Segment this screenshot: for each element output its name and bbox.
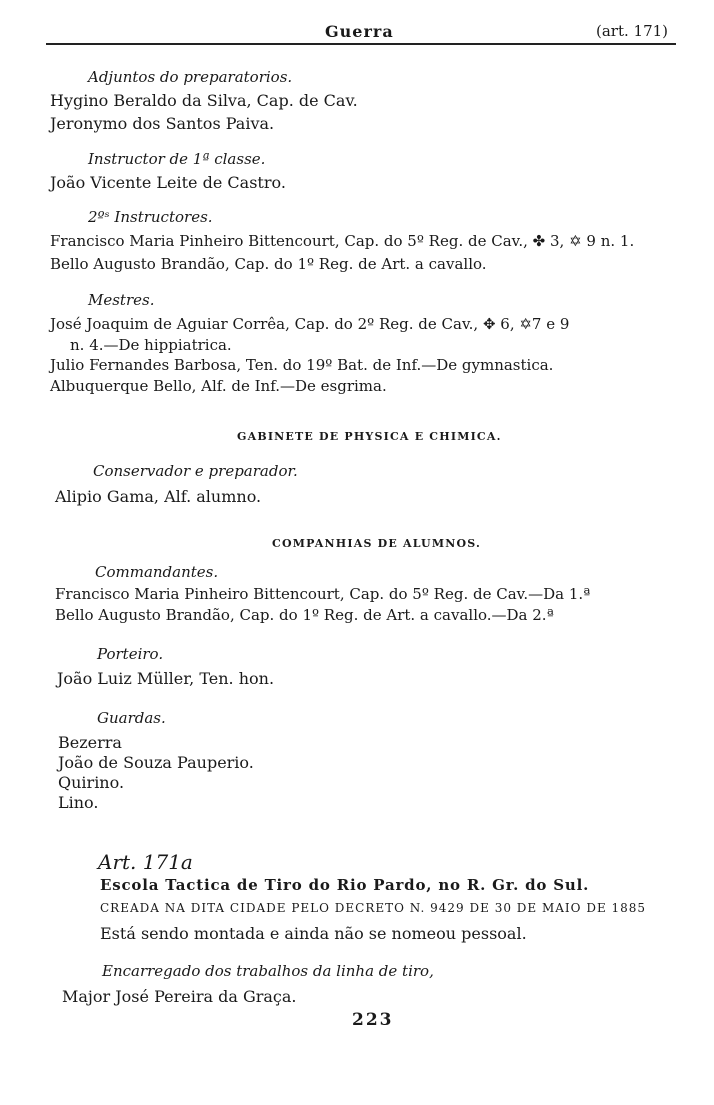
entry-line: Julio Fernandes Barbosa, Ten. do 19º Bat. de Inf.—De gymnastica.	[50, 356, 554, 374]
entry-line: Francisco Maria Pinheiro Bittencourt, Cap. do 5º Reg. de Cav., ✤ 3, ✡ 9 n. 1.	[50, 232, 635, 250]
entry-line: Albuquerque Bello, Alf. de Inf.—De esgrima.	[50, 377, 387, 395]
article-status: Está sendo montada e ainda não se nomeou pessoal.	[100, 924, 527, 943]
heading-commandantes: Commandantes.	[95, 563, 219, 581]
article-title: Escola Tactica de Tiro do Rio Pardo, no R. Gr. do Sul.	[100, 876, 590, 894]
entry-line: José Joaquim de Aguiar Corrêa, Cap. do 2º Reg. de Cav., ✥ 6, ✡7 e 9	[50, 315, 570, 333]
entry-line: Jeronymo dos Santos Paiva.	[50, 114, 275, 133]
heading-adjuntos: Adjuntos do preparatorios.	[88, 68, 293, 86]
running-title: Guerra	[325, 22, 394, 41]
entry-line: João Luiz Müller, Ten. hon.	[57, 669, 275, 688]
article-decree: CREADA NA DITA CIDADE PELO DECRETO N. 9429 DE 30 DE MAIO DE 1885	[100, 901, 647, 915]
entry-line: Lino.	[58, 793, 99, 812]
article-label: Art. 171a	[98, 850, 193, 874]
entry-line: João de Souza Pauperio.	[58, 753, 254, 772]
article-reference: (art. 171)	[596, 22, 669, 40]
entry-line: Bello Augusto Brandão, Cap. do 1º Reg. de Art. a cavallo.—Da 2.ª	[55, 606, 554, 624]
heading-instructores: 2ºˢ Instructores.	[88, 208, 213, 226]
entry-line: Major José Pereira da Graça.	[62, 987, 297, 1006]
entry-line: Bezerra	[58, 733, 122, 752]
entry-line: n. 4.—De hippiatrica.	[70, 336, 232, 354]
entry-line: Hygino Beraldo da Silva, Cap. de Cav.	[50, 91, 358, 110]
heading-encarregado: Encarregado dos trabalhos da linha de tiro,	[102, 962, 434, 980]
section-title-gabinete: GABINETE DE PHYSICA E CHIMICA.	[237, 430, 502, 443]
header-rule	[46, 43, 676, 45]
entry-line: Quirino.	[58, 773, 125, 792]
heading-instructor: Instructor de 1ª classe.	[88, 150, 266, 168]
entry-line: Alipio Gama, Alf. alumno.	[55, 487, 262, 506]
section-title-companhias: COMPANHIAS DE ALUMNOS.	[272, 537, 482, 550]
entry-line: Francisco Maria Pinheiro Bittencourt, Cap. do 5º Reg. de Cav.—Da 1.ª	[55, 585, 591, 603]
entry-line: Bello Augusto Brandão, Cap. do 1º Reg. de Art. a cavallo.	[50, 255, 487, 273]
heading-mestres: Mestres.	[88, 291, 155, 309]
heading-porteiro: Porteiro.	[97, 645, 164, 663]
heading-guardas: Guardas.	[97, 709, 166, 727]
page-number: 223	[352, 1010, 394, 1030]
entry-line: João Vicente Leite de Castro.	[50, 173, 286, 192]
heading-conservador: Conservador e preparador.	[93, 462, 298, 480]
